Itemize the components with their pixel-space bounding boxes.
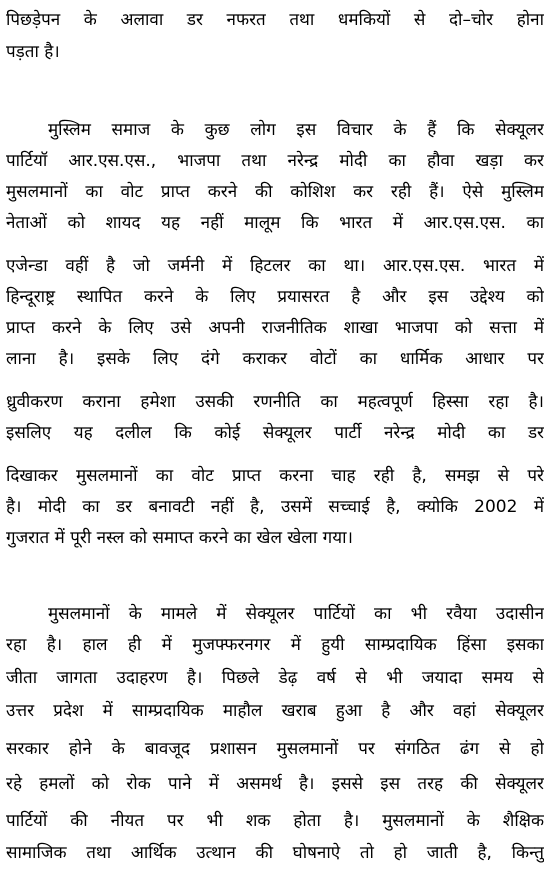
paragraph-line: जीता जागता उदाहरण है। पिछले डेढ़ वर्ष से भी जयादा समय से: [6, 668, 544, 688]
paragraph-line: पार्टियॉ आर.एस.एस., भाजपा तथा नरेन्द्र मोदी का हौवा खड़ा कर: [6, 151, 544, 171]
paragraph-line: प्राप्त करने के लिए उसे अपनी राजनीतिक शाखा भाजपा को सत्ता में: [6, 318, 544, 338]
paragraph-line: गुजरात में पूरी नस्ल को समाप्त करने का खेल खेला गया।: [6, 528, 353, 548]
paragraph-line: उत्तर प्रदेश में साम्प्रदायिक माहौल खराब हुआ है और वहां सेक्यूलर: [6, 701, 544, 721]
paragraph-line: पार्टियों की नीयत पर भी शक होता है। मुसलमानों के शैक्षिक: [6, 811, 544, 831]
paragraph-line: लाना है। इसके लिए दंगे कराकर वोटों का धार्मिक आधार पर: [6, 349, 544, 369]
paragraph-line: ध्रुवीकरण कराना हमेशा उसकी रणनीति का महत्वपूर्ण हिस्सा रहा है।: [6, 392, 544, 412]
paragraph-line: रहे हमलों को रोक पाने में असमर्थ है। इससे इस तरह की सेक्यूलर: [6, 774, 544, 794]
paragraph-line: एजेन्डा वहीं है जो जर्मनी में हिटलर का था। आर.एस.एस. भारत में: [6, 256, 544, 276]
paragraph-line: मुसलमानों का वोट प्राप्त करने की कोशिश कर रही हैं। ऐसे मुस्लिम: [6, 182, 544, 202]
paragraph-line: सरकार होने के बावजूद प्रशासन मुसलमानों पर संगठित ढंग से हो: [6, 739, 544, 759]
paragraph-line: दिखाकर मुसलमानों का वोट प्राप्त करना चाह रही है, समझ से परे: [6, 466, 544, 486]
paragraph-line: सामाजिक तथा आर्थिक उत्थान की घोषनाऐ तो हो जाती है, किन्तु: [6, 843, 544, 863]
paragraph-line: मुसलमानों के मामले में सेक्यूलर पार्टियों का भी रवैया उदासीन: [48, 604, 544, 624]
paragraph-line: इसलिए यह दलील कि कोई सेक्यूलर पार्टी नरेन्द्र मोदी का डर: [6, 423, 544, 443]
paragraph-line: है। मोदी का डर बनावटी नहीं है, उसमें सच्चाई है, क्योकि 2002 में: [6, 497, 544, 517]
paragraph-line: रहा है। हाल ही में मुजफ्फरनगर में हुयी साम्प्रदायिक हिंसा इसका: [6, 635, 544, 655]
paragraph-line: पिछड़ेपन के अलावा डर नफरत तथा धमकियों से दो–चोर होना: [6, 10, 544, 30]
paragraph-line: हिन्दूराष्ट्र स्थापित करने के लिए प्रयासरत है और इस उद्देश्य को: [6, 287, 544, 307]
paragraph-line: पड़ता है।: [6, 42, 60, 62]
paragraph-line: मुस्लिम समाज के कुछ लोग इस विचार के हैं कि सेक्यूलर: [48, 120, 544, 140]
paragraph-line: नेताओं को शायद यह नहीं मालूम कि भारत में आर.एस.एस. का: [6, 213, 544, 233]
